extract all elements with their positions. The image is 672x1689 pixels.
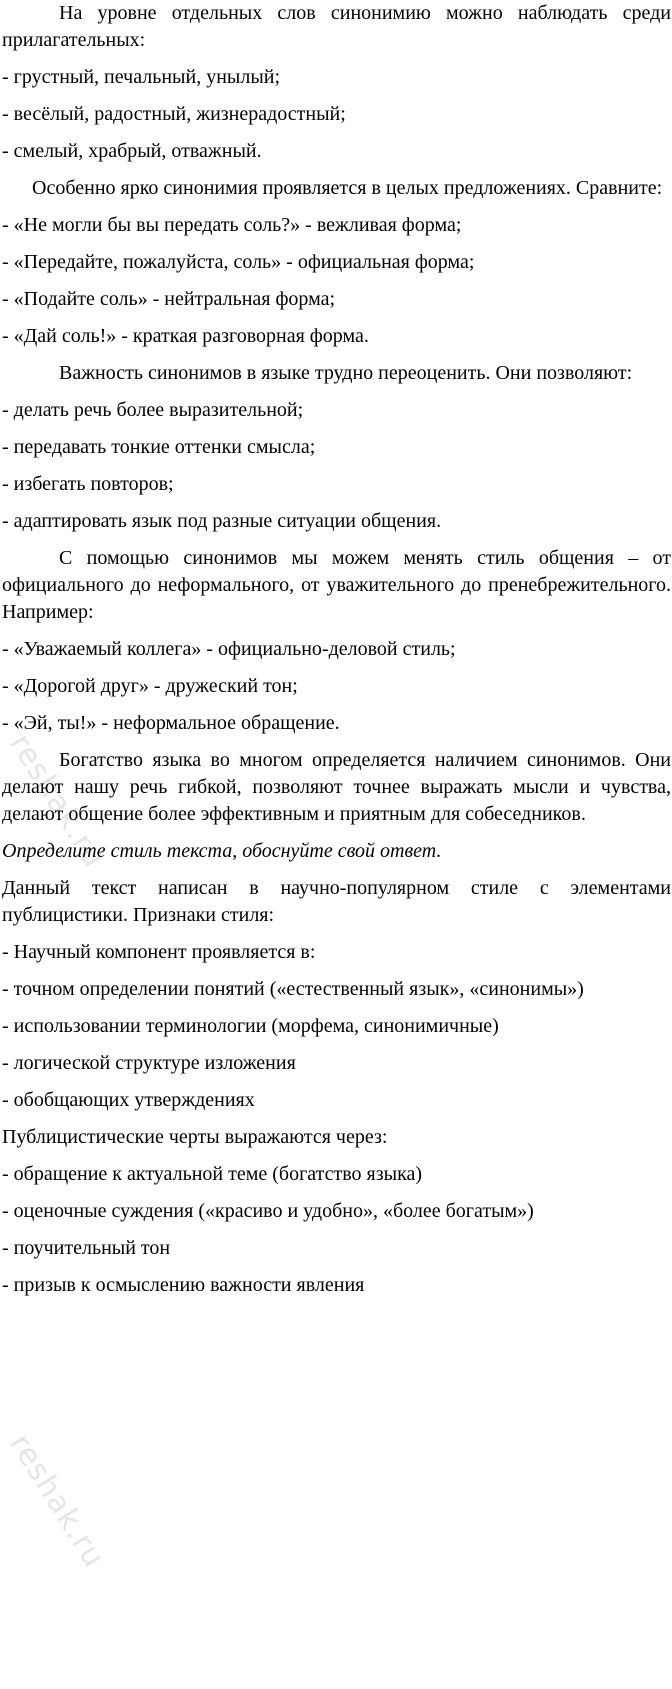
list-item: - обращение к актуальной теме (богатство языка) [2, 1163, 423, 1185]
list-item: - точном определении понятий («естественный язык», «синонимы») [2, 978, 584, 1000]
list-item: - поучительный тон [2, 1237, 171, 1259]
section3-intro: Важность синонимов в языке трудно переоценить. Они позволяют: [59, 362, 633, 384]
task-question: Определите стиль текста, обоснуйте свой ответ. [2, 840, 442, 862]
conclusion-paragraph: Богатство языка во многом определяется наличием синонимов. Они делают нашу речь гибкой, позволяют точнее выражать мысли и чувства, делают общение более эффективным и приятным для собеседников. [2, 749, 671, 825]
list-item: - «Уважаемый коллега» - официально-деловой стиль; [2, 638, 456, 660]
watermark-reshak: reshak.ru [2, 728, 112, 875]
list-item: - «Эй, ты!» - неформальное обращение. [2, 712, 340, 734]
list-item: - использовании терминологии (морфема, синонимичные) [2, 1015, 499, 1037]
list-item: - логической структуре изложения [2, 1052, 296, 1074]
list-item: - передавать тонкие оттенки смысла; [2, 436, 316, 458]
publicistic-heading: Публицистические черты выражаются через: [2, 1126, 388, 1148]
list-item: - «Дай соль!» - краткая разговорная форма. [2, 325, 369, 347]
list-item: - «Не могли бы вы передать соль?» - вежливая форма; [2, 214, 462, 236]
list-item: - адаптировать язык под разные ситуации общения. [2, 510, 442, 532]
list-item: - «Дорогой друг» - дружеский тон; [2, 675, 298, 697]
scientific-heading: - Научный компонент проявляется в: [2, 941, 316, 963]
section4-intro: С помощью синонимов мы можем менять стиль общения – от официального до неформального, от уважительного до пренебрежительного. Например: [2, 547, 671, 623]
list-item: - призыв к осмыслению важности явления [2, 1274, 365, 1296]
list-item: - «Подайте соль» - нейтральная форма; [2, 288, 336, 310]
list-item: - весёлый, радостный, жизнерадостный; [2, 103, 346, 125]
list-item: - «Передайте, пожалуйста, соль» - официальная форма; [2, 251, 475, 273]
list-item: - смелый, храбрый, отважный. [2, 140, 262, 162]
list-item: - делать речь более выразительной; [2, 399, 304, 421]
list-item: - грустный, печальный, унылый; [2, 66, 281, 88]
list-item: - обобщающих утверждениях [2, 1089, 255, 1111]
section2-intro: Особенно ярко синонимия проявляется в целых предложениях. Сравните: [32, 177, 663, 199]
list-item: - оценочные суждения («красиво и удобно», «более богатым») [2, 1200, 534, 1222]
section1-intro: На уровне отдельных слов синонимию можно наблюдать среди прилагательных: [2, 2, 671, 51]
answer-intro: Данный текст написан в научно-популярном стиле с элементами публицистики. Признаки стиля: [2, 877, 671, 926]
watermark-reshak: reshak.ru [2, 1428, 112, 1575]
list-item: - избегать повторов; [2, 473, 174, 495]
